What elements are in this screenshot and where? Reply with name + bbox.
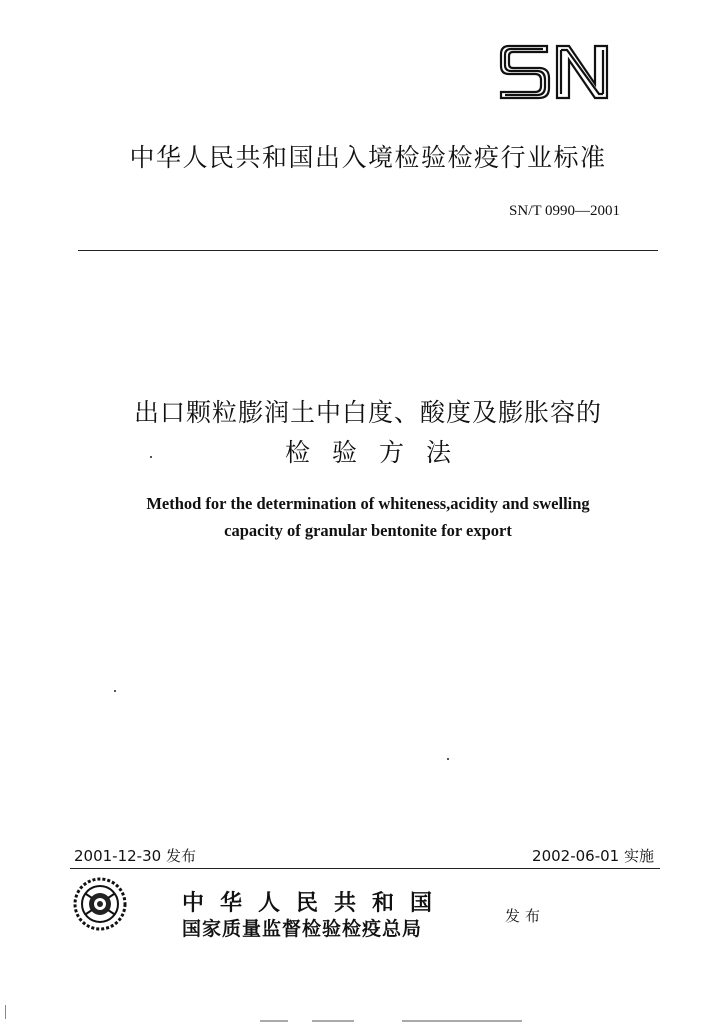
scan-edge-mark (402, 1020, 522, 1022)
sn-logo (495, 40, 613, 102)
publisher-name-line2: 国家质量监督检验检疫总局 (182, 918, 423, 940)
footer-divider (70, 868, 660, 869)
scan-speck (447, 758, 449, 760)
scan-edge-mark (312, 1020, 354, 1022)
header-divider (78, 250, 658, 251)
issuing-authority: 中华人民共和国出入境检验检疫行业标准 (129, 143, 607, 172)
scan-edge-mark (5, 1005, 6, 1019)
scan-edge-mark (260, 1020, 288, 1022)
release-date: 2001-12-30 发布 (74, 847, 196, 865)
implementation-date: 2002-06-01 实施 (532, 847, 654, 865)
document-title-line1: 出口颗粒膨润土中白度、酸度及膨胀容的 (133, 398, 602, 427)
scan-speck (150, 456, 152, 458)
document-title-line2: 检验方法 (284, 438, 473, 467)
standard-code: SN/T 0990—2001 (509, 203, 620, 219)
english-title-line2: capacity of granular bentonite for export (224, 521, 512, 540)
official-seal-icon (72, 876, 128, 932)
publisher-name-line1: 中华人民共和国 (182, 890, 449, 916)
scan-speck (114, 690, 116, 692)
english-title-line1: Method for the determination of whiteness,acidity and swelling (146, 494, 590, 513)
publish-label: 发布 (505, 907, 546, 925)
